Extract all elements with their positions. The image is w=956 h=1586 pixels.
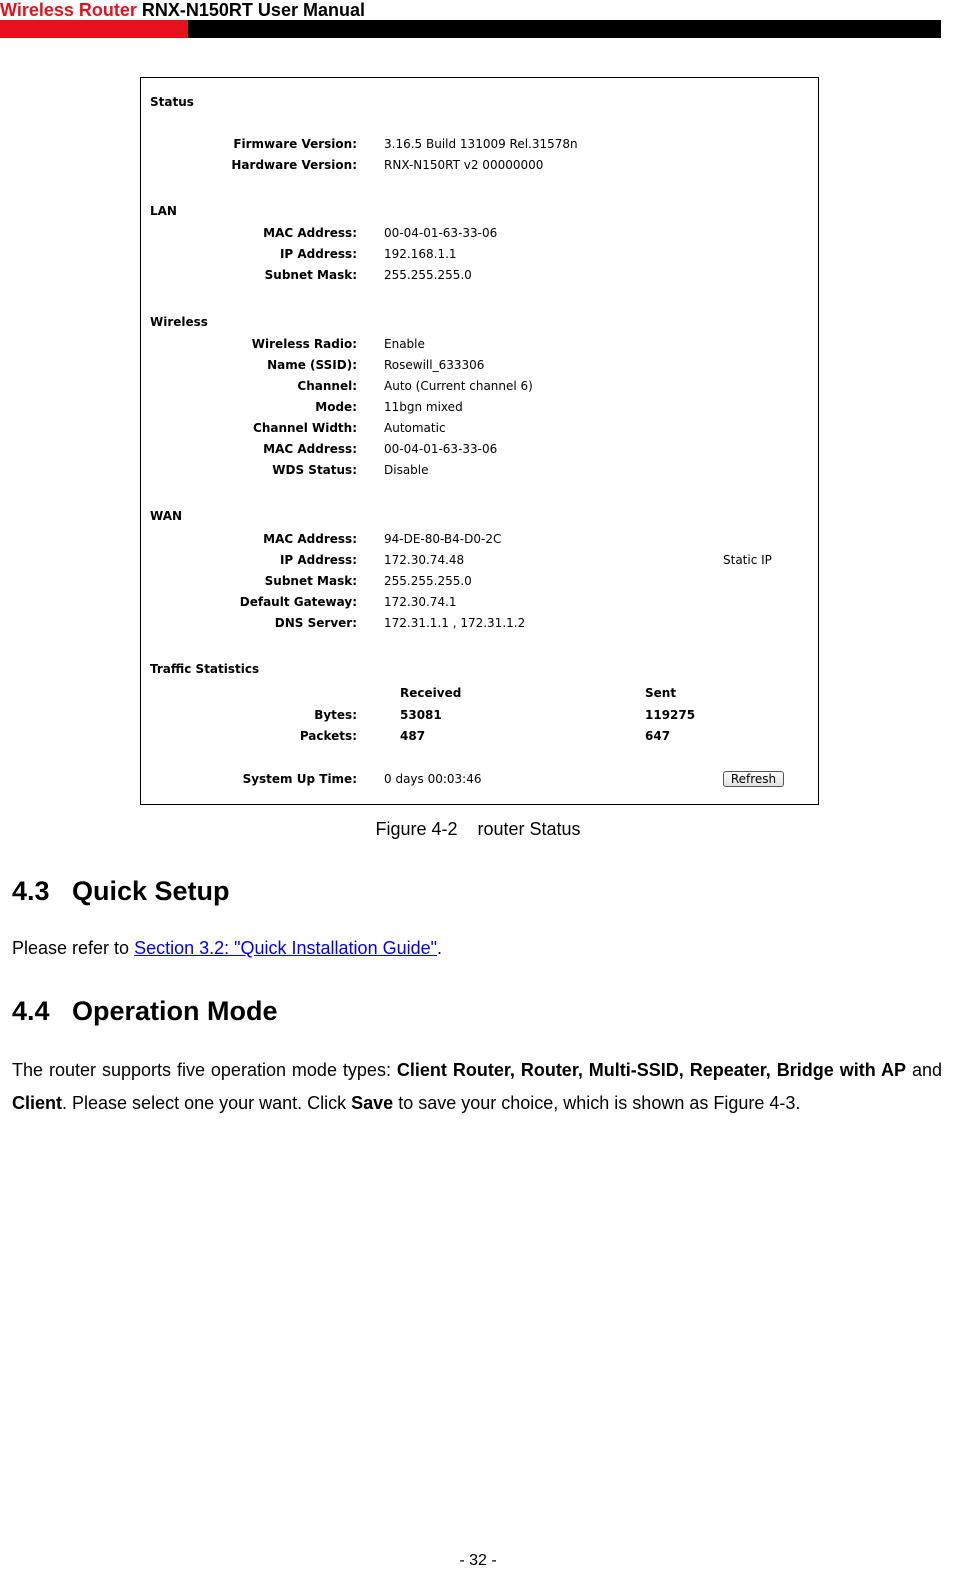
op-mode-list: Client Router, Router, Multi-SSID, Repeater, Bridge with AP <box>396 1060 906 1080</box>
section-heading-quick-setup <box>12 876 230 907</box>
refresh-button[interactable]: Refresh <box>723 771 784 787</box>
op-text: The router supports five operation mode types: <box>12 1060 397 1080</box>
quick-installation-guide-link[interactable]: Section 3.2: "Quick Installation Guide" <box>134 938 438 958</box>
wireless-value: Rosewill_633306 <box>384 358 485 372</box>
header-model: RNX-N150RT User Manual <box>141 0 365 20</box>
operation-mode-paragraph <box>12 1054 942 1120</box>
traffic-sent-value: 647 <box>645 729 671 743</box>
wan-value: 255.255.255.0 <box>384 574 472 588</box>
status-value: RNX-N150RT v2 00000000 <box>384 158 544 172</box>
traffic-sent-value: 119275 <box>645 708 696 722</box>
wireless-value: Auto (Current channel 6) <box>384 379 533 393</box>
section-wireless-title: Wireless <box>150 315 208 329</box>
section-lan-title: LAN <box>150 204 177 218</box>
wireless-label: WDS Status: <box>272 463 357 477</box>
section-title: Operation Mode <box>72 996 278 1026</box>
wireless-label: MAC Address: <box>263 442 357 456</box>
section-status-title: Status <box>150 95 194 109</box>
uptime-value: 0 days 00:03:46 <box>384 772 482 786</box>
op-text: . Please select one your want. Click <box>62 1093 352 1113</box>
op-text: and <box>906 1060 942 1080</box>
wan-label: Default Gateway: <box>239 595 357 609</box>
traffic-col-sent: Sent <box>645 686 677 700</box>
wireless-value: 00-04-01-63-33-06 <box>384 442 498 456</box>
lan-label: IP Address: <box>279 247 357 261</box>
traffic-received-value: 53081 <box>400 708 442 722</box>
status-label: Hardware Version: <box>231 158 357 172</box>
op-text: to save your choice, which is shown as Figure 4-3. <box>393 1093 801 1113</box>
lan-value: 00-04-01-63-33-06 <box>384 226 498 240</box>
wireless-label: Channel Width: <box>253 421 357 435</box>
traffic-label: Bytes: <box>314 708 357 722</box>
wan-label: DNS Server: <box>274 616 357 630</box>
section-heading-operation-mode <box>12 996 278 1027</box>
quick-setup-text: Please refer to <box>12 938 135 958</box>
wireless-value: Enable <box>384 337 425 351</box>
wireless-value: Disable <box>384 463 429 477</box>
section-title: Quick Setup <box>72 876 230 906</box>
quick-setup-paragraph <box>12 932 442 965</box>
wireless-label: Name (SSID): <box>267 358 357 372</box>
status-label: Firmware Version: <box>233 137 357 151</box>
section-number: 4.4 <box>12 996 50 1026</box>
wan-label: MAC Address: <box>263 532 357 546</box>
lan-label: MAC Address: <box>263 226 357 240</box>
wan-value: 94-DE-80-B4-D0-2C <box>384 532 502 546</box>
traffic-received-value: 487 <box>400 729 426 743</box>
op-mode-client: Client <box>12 1093 63 1113</box>
uptime-label: System Up Time: <box>242 772 357 786</box>
wireless-label: Channel: <box>297 379 357 393</box>
wan-label: IP Address: <box>279 553 357 567</box>
wan-connection-type: Static IP <box>723 553 772 567</box>
section-wan-title: WAN <box>150 509 183 523</box>
wan-value: 172.30.74.1 <box>384 595 457 609</box>
traffic-label: Packets: <box>299 729 357 743</box>
router-status-figure <box>140 77 819 805</box>
wan-value: 172.30.74.48 <box>384 553 465 567</box>
figure-caption: Figure 4-2 router Status <box>375 819 581 839</box>
lan-value: 255.255.255.0 <box>384 268 472 282</box>
section-number: 4.3 <box>12 876 50 906</box>
status-value: 3.16.5 Build 131009 Rel.31578n <box>384 137 578 151</box>
page-number: - 32 - <box>459 1552 497 1569</box>
quick-setup-suffix: . <box>437 938 443 958</box>
manual-header-title <box>0 0 365 20</box>
header-bar-accent <box>0 20 188 38</box>
traffic-col-received: Received <box>400 686 462 700</box>
wireless-value: 11bgn mixed <box>384 400 463 414</box>
wireless-value: Automatic <box>384 421 446 435</box>
wireless-label: Wireless Radio: <box>251 337 357 351</box>
wan-value: 172.31.1.1 , 172.31.1.2 <box>384 616 526 630</box>
lan-label: Subnet Mask: <box>264 268 357 282</box>
wireless-label: Mode: <box>315 400 357 414</box>
lan-value: 192.168.1.1 <box>384 247 457 261</box>
section-traffic-title: Traffic Statistics <box>150 662 260 676</box>
header-brand: Wireless Router <box>0 0 137 20</box>
op-save-word: Save <box>351 1093 394 1113</box>
wan-label: Subnet Mask: <box>264 574 357 588</box>
